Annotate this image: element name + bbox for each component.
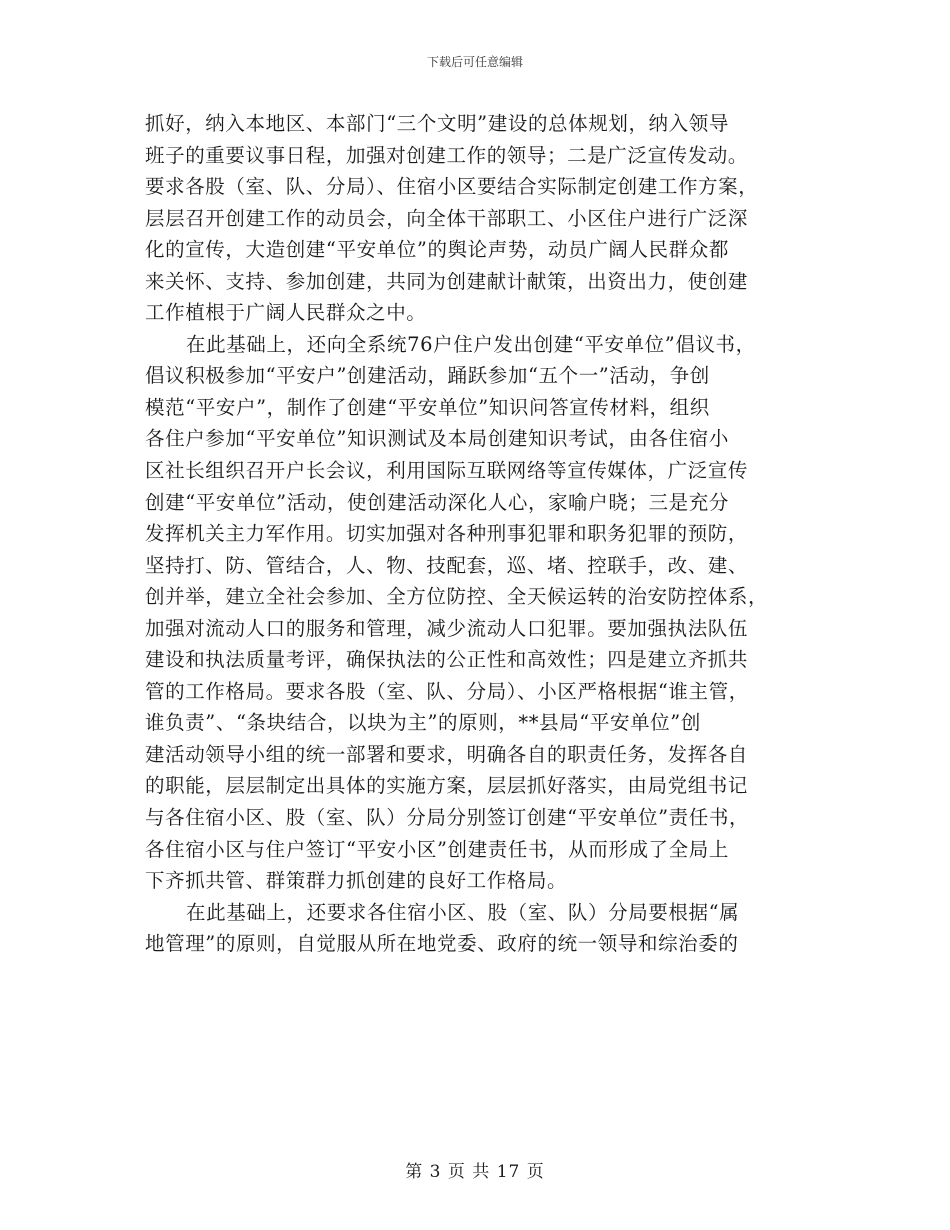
paragraph-start-line: 在此基础上，还要求各住宿小区、股（室、队）分局要根据“属 bbox=[186, 900, 740, 924]
page-header: 下载后可任意编辑 bbox=[426, 55, 523, 69]
body-line: 各住宿小区与住户签订“平安小区”创建责任书，从而形成了全局上 bbox=[145, 837, 729, 861]
body-line: 创建“平安单位”活动，使创建活动深化人心，家喻户晓；三是充分 bbox=[145, 490, 729, 514]
body-line: 层层召开创建工作的动员会，向全体干部职工、小区住户进行广泛深 bbox=[145, 206, 749, 230]
body-line: 管的工作格局。要求各股（室、队、分局）、小区严格根据“谁主管， bbox=[145, 679, 749, 703]
body-line: 谁负责”、“条块结合，以块为主”的原则，**县局“平安单位”创 bbox=[145, 711, 701, 735]
document-body bbox=[145, 108, 810, 960]
body-line: 创并举，建立全社会参加、全方位防控、全天候运转的治安防控体系， bbox=[145, 585, 769, 609]
body-line: 来关怀、支持、参加创建，共同为创建献计献策，出资出力，使创建 bbox=[145, 269, 749, 293]
body-line: 各住户参加“平安单位”知识测试及本局创建知识考试，由各住宿小 bbox=[145, 427, 729, 451]
body-line: 地管理”的原则，自觉服从所在地党委、政府的统一领导和综治委的 bbox=[145, 932, 739, 956]
body-line: 化的宣传，大造创建“平安单位”的舆论声势，动员广阔人民群众都 bbox=[145, 238, 729, 262]
body-line: 倡议积极参加“平安户”创建活动，踊跃参加“五个一”活动，争创 bbox=[145, 364, 710, 388]
page-number-footer: 第 3 页 共 17 页 bbox=[405, 1162, 545, 1182]
body-line: 区社长组织召开户长会议，利用国际互联网络等宣传媒体，广泛宣传 bbox=[145, 459, 749, 483]
body-line: 工作植根于广阔人民群众之中。 bbox=[145, 301, 427, 325]
body-line: 的职能，层层制定出具体的实施方案，层层抓好落实，由局党组书记 bbox=[145, 774, 749, 798]
body-line: 与各住宿小区、股（室、队）分局分别签订创建“平安单位”责任书， bbox=[145, 806, 750, 830]
paragraph-start-line: 在此基础上，还向全系统76户住户发出创建“平安单位”倡议书， bbox=[186, 332, 756, 356]
body-line: 发挥机关主力军作用。切实加强对各种刑事犯罪和职务犯罪的预防， bbox=[145, 522, 749, 546]
body-line: 下齐抓共管、群策群力抓创建的良好工作格局。 bbox=[145, 869, 568, 893]
body-line: 建活动领导小组的统一部署和要求，明确各自的职责任务，发挥各自 bbox=[145, 742, 749, 766]
body-line: 班子的重要议事日程，加强对创建工作的领导；二是广泛宣传发动。 bbox=[145, 143, 749, 167]
body-line: 加强对流动人口的服务和管理，减少流动人口犯罪。要加强执法队伍 bbox=[145, 616, 749, 640]
body-line: 建设和执法质量考评，确保执法的公正性和高效性；四是建立齐抓共 bbox=[145, 648, 749, 672]
body-line: 模范“平安户”，制作了创建“平安单位”知识问答宣传材料，组织 bbox=[145, 395, 710, 419]
body-line: 要求各股（室、队、分局）、住宿小区要结合实际制定创建工作方案， bbox=[145, 175, 759, 199]
body-line: 抓好，纳入本地区、本部门“三个文明”建设的总体规划，纳入领导 bbox=[145, 112, 729, 135]
body-line: 坚持打、防、管结合，人、物、技配套，巡、堵、控联手，改、建、 bbox=[145, 553, 749, 577]
